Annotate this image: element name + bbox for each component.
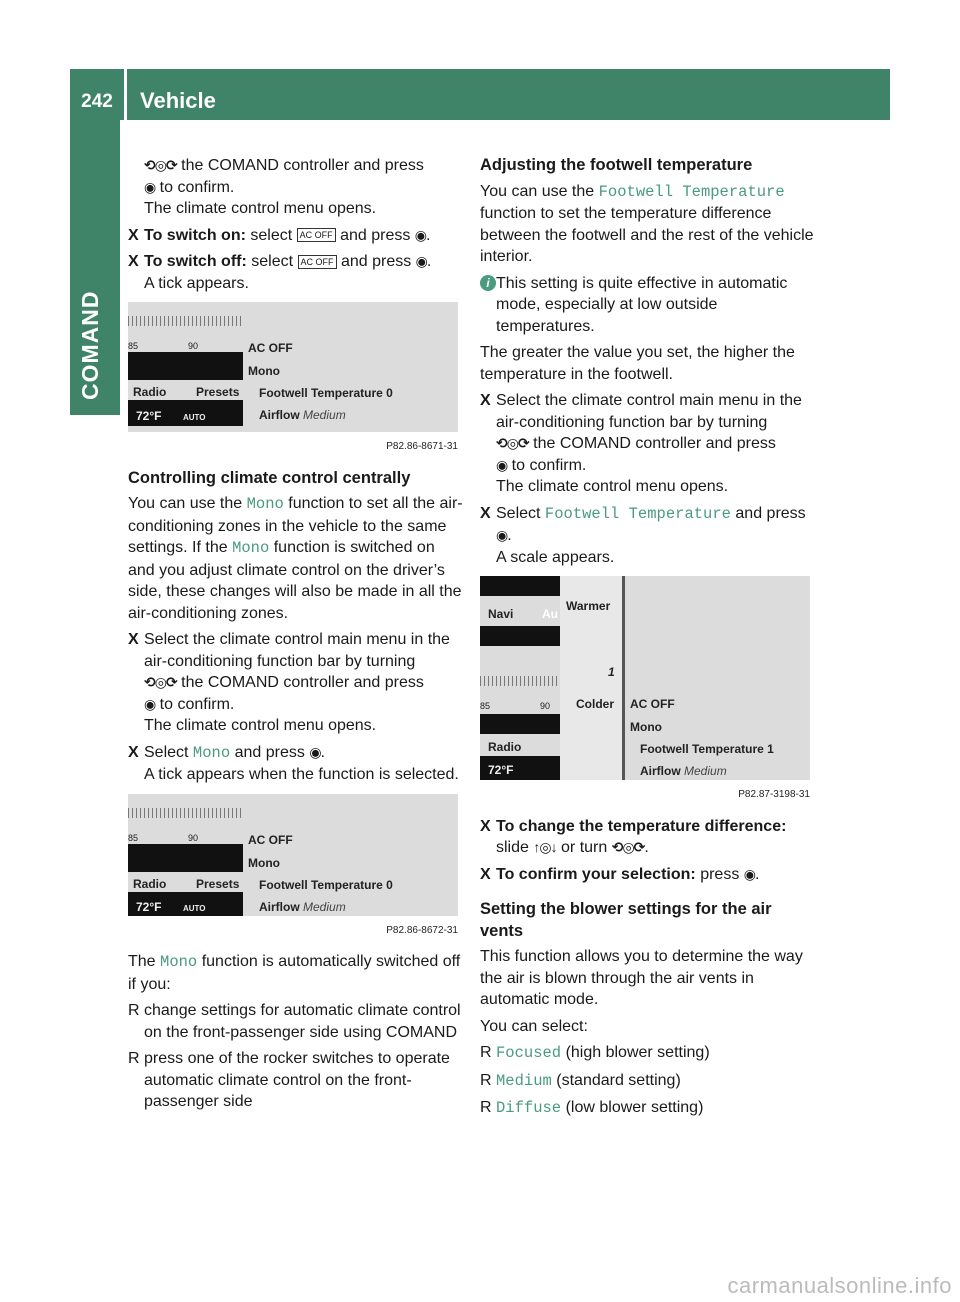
navi-label: Navi — [488, 607, 514, 621]
intro-text: ⟲◎⟳ the COMAND controller and press ◉ to confirm. The climate control menu opens. — [144, 157, 424, 217]
step-select-footwell: X Select Footwell Temperature and press ◉. A scale appears. — [480, 504, 806, 566]
press-icon: ◉ — [743, 865, 755, 882]
can-select: You can select: — [480, 1017, 588, 1035]
paragraph-footwell: You can use the Footwell Temperature function to set the temperature difference between the footwell and the rest of the vehicle interior. — [480, 182, 814, 265]
ac-off-icon: AC OFF — [297, 228, 336, 242]
step-arrow-icon: X — [480, 865, 491, 883]
step-switch-off: X To switch off: select AC OFF and press ◉. A tick appears. — [128, 253, 432, 292]
paragraph-central: You can use the Mono function to set all the air-conditioning zones in the vehicle to the same settings. If the Mono function is switched on and you adjust climate control on the driver’s side, these changes will also be made in all the air-conditioning zones. — [128, 495, 463, 622]
step-arrow-icon: X — [480, 392, 491, 409]
press-icon: ◉ — [144, 178, 156, 195]
list-item: R Focused (high blower setting) — [480, 1044, 710, 1062]
menu-footwell-temp: Footwell Temperature 0 — [259, 386, 393, 400]
ac-off-icon: AC OFF — [298, 255, 337, 269]
step-arrow-icon: X — [128, 253, 139, 270]
step-switch-on: X To switch on: select AC OFF and press ◉. — [128, 225, 463, 247]
press-icon: ◉ — [415, 253, 427, 269]
radio-label: Radio — [488, 740, 522, 754]
step-change-temp: X To change the temperature difference: slide ↑◎↓ or turn ⟲◎⟳. — [480, 817, 787, 856]
menu-mono: Mono — [248, 855, 280, 870]
watermark: carmanualsonline.info — [727, 1272, 952, 1298]
radio-label: Radio — [133, 385, 167, 399]
slide-controller-icon: ↑◎↓ — [533, 839, 557, 855]
turn-controller-icon: ⟲◎⟳ — [144, 674, 177, 690]
step-arrow-icon: X — [128, 743, 139, 761]
header-bar — [70, 69, 890, 120]
figure-ref: P82.86-8672-31 — [386, 924, 458, 936]
figure-ref: P82.87-3198-31 — [738, 789, 810, 800]
scale-bar — [128, 316, 243, 326]
paragraph-greater: The greater the value you set, the higher the temperature in the footwell. — [480, 344, 795, 383]
section-title: Vehicle — [140, 88, 216, 113]
temp-readout: 72°F — [136, 409, 162, 423]
scale-bar — [128, 808, 243, 818]
list-item: R change settings for automatic climate control on the front-passenger side using COMAND — [128, 1002, 461, 1041]
auto-label: AUTO — [183, 903, 206, 913]
step-arrow-icon: X — [128, 631, 139, 648]
menu-ac-off: AC OFF — [630, 697, 675, 711]
temp-readout: 72°F — [488, 763, 514, 777]
step-select-menu: X Select the climate control main menu in the air-conditioning function bar by turning ⟲◎⟳ the COMAND controller and press ◉ to confirm. The climate control menu opens. — [128, 631, 450, 734]
heading-blower: Setting the blower settings for the air vents — [480, 900, 772, 940]
press-icon: ◉ — [309, 743, 321, 760]
list-item: R Diffuse (low blower setting) — [480, 1099, 704, 1117]
step-arrow-icon: X — [128, 226, 139, 244]
step-arrow-icon: X — [480, 817, 491, 835]
page-number: 242 — [81, 91, 113, 112]
step-select-menu: X Select the climate control main menu in the air-conditioning function bar by turning ⟲◎⟳ the COMAND controller and press ◉ to confirm. The climate control menu opens. — [480, 392, 802, 495]
paragraph-auto-off: The Mono function is automatically switched off if you: — [128, 953, 461, 993]
menu-footwell-temp: Footwell Temperature 1 — [640, 742, 774, 756]
colder-label: Colder — [576, 697, 615, 711]
list-item: R press one of the rocker switches to operate automatic climate control on the front-passenger side — [128, 1050, 450, 1110]
figure-ref: P82.86-8671-31 — [386, 441, 458, 452]
figure-footwell-scale: Navi Au 85 90 Radio 72°F Warmer 1 Colder AC OFF Mono Footwell Temperature 1 Airflow Medium — [480, 576, 810, 780]
right-column — [480, 155, 815, 1125]
menu-ac-off: AC OFF — [248, 341, 293, 355]
left-column — [128, 155, 463, 1118]
step-select-mono: X Select Mono and press ◉. A tick appears when the function is selected. — [128, 743, 459, 783]
heading-central: Controlling climate control centrally — [128, 468, 411, 487]
figure-climate-menu-2: 85 90 Radio Presets 72°F AUTO AC OFF Mono Footwell Temperature 0 Airflow Medium — [128, 794, 458, 916]
press-icon: ◉ — [414, 226, 427, 243]
radio-label: Radio — [133, 876, 167, 891]
presets-label: Presets — [196, 385, 240, 399]
presets-label: Presets — [196, 876, 240, 891]
list-item: R Medium (standard setting) — [480, 1071, 681, 1090]
menu-ac-off: AC OFF — [248, 832, 293, 847]
auto-label: AUTO — [183, 413, 206, 422]
warmer-label: Warmer — [566, 599, 611, 613]
step-confirm: X To confirm your selection: press ◉. — [480, 864, 815, 886]
info-note: i This setting is quite effective in automatic mode, especially at low outside temperatures. — [480, 273, 815, 338]
menu-footwell-temp: Footwell Temperature 0 — [259, 877, 393, 892]
info-icon: i — [480, 275, 496, 291]
figure-climate-menu-1: 85 90 Radio Presets 72°F AUTO AC OFF Mono Footwell Temperature 0 Airflow Medium — [128, 302, 458, 432]
turn-controller-icon: ⟲◎⟳ — [611, 839, 645, 855]
paragraph-blower: This function allows you to determine the way the air is blown through the air vents in automatic mode. — [480, 948, 803, 1008]
menu-mono: Mono — [248, 364, 280, 378]
temp-readout: 72°F — [136, 899, 162, 914]
turn-controller-icon: ⟲◎⟳ — [496, 435, 529, 451]
press-icon: ◉ — [144, 695, 156, 712]
press-icon: ◉ — [496, 456, 508, 473]
press-icon: ◉ — [496, 527, 508, 543]
side-tab-label: COMAND — [77, 290, 103, 400]
menu-mono: Mono — [630, 720, 662, 734]
step-arrow-icon: X — [480, 504, 491, 522]
heading-footwell: Adjusting the footwell temperature — [480, 156, 753, 174]
turn-controller-icon: ⟲◎⟳ — [144, 157, 177, 173]
scale-bar — [480, 676, 560, 686]
header-separator — [124, 69, 127, 120]
